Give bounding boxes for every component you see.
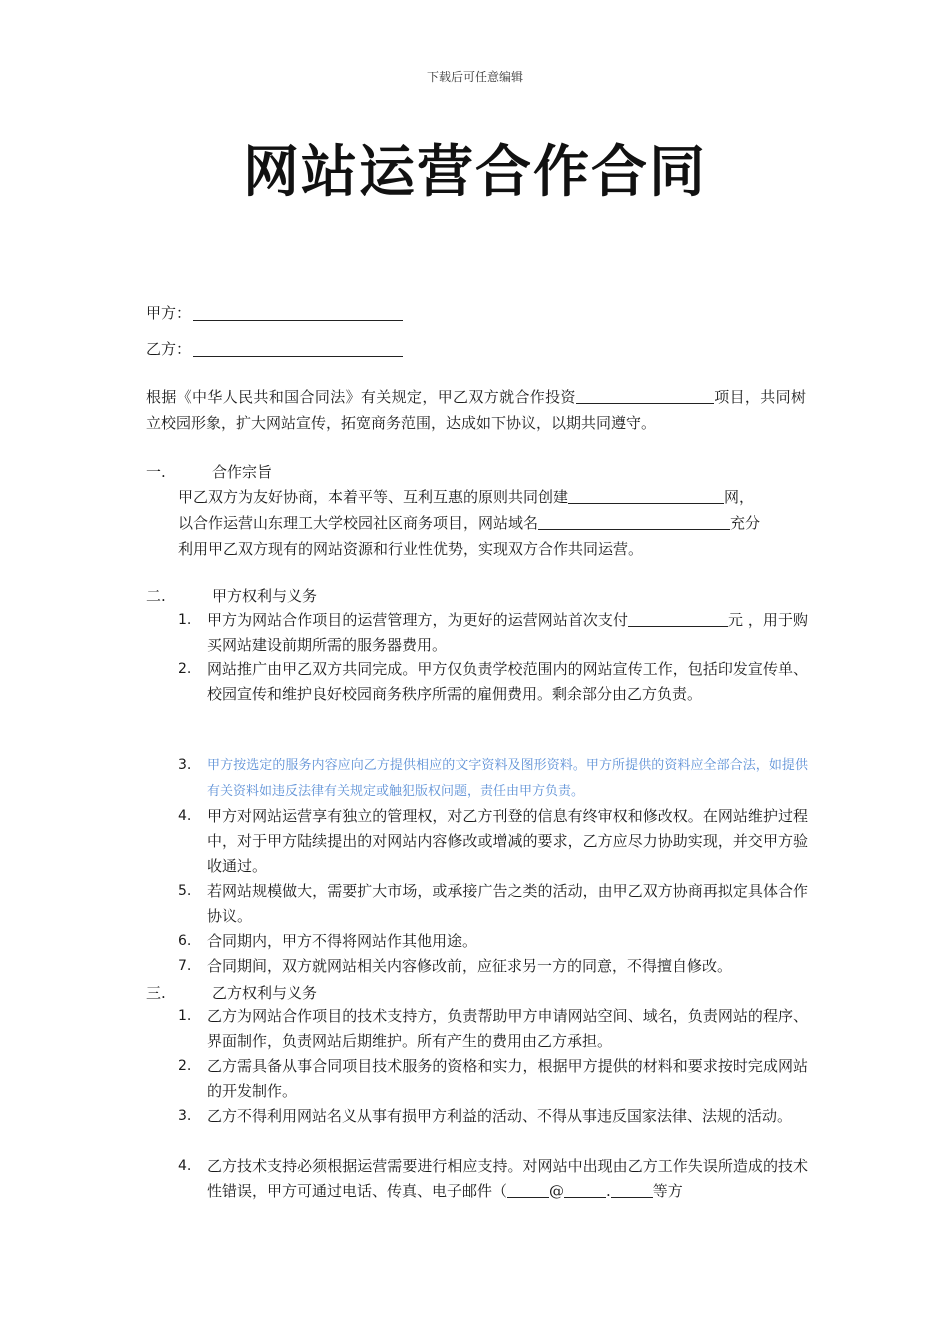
intro-text-1: 根据《中华人民共和国合同法》有关规定，甲乙双方就合作投资	[146, 388, 576, 406]
s2-item-4	[178, 804, 808, 879]
project-blank	[576, 388, 714, 404]
section-2-number: 二.	[146, 587, 166, 605]
s2-item-5-number: 5.	[178, 883, 192, 899]
email-domain-blank	[564, 1182, 606, 1198]
section-1-heading	[146, 461, 272, 482]
s1-text-3: 以合作运营山东理工大学校园社区商务项目，网站域名	[178, 514, 539, 532]
contract-title: 网站运营合作合同	[243, 140, 707, 205]
s2-item-1-text-b: 元 ，用于购买网站建设前期所需的服务器费用。	[207, 611, 808, 654]
s3-item-4	[178, 1154, 808, 1204]
party-b-blank	[193, 340, 403, 357]
s2-item-6-text: 合同期内，甲方不得将网站作其他用途。	[207, 932, 478, 950]
s2-item-5-text: 若网站规模做大，需要扩大市场，或承接广告之类的活动，由甲乙双方协商再拟定具体合作协议。	[207, 882, 808, 925]
s3-item-1-number: 1.	[178, 1008, 192, 1024]
s3-item-4-text	[207, 1154, 808, 1204]
s2-item-3-number: 3.	[178, 757, 192, 773]
s2-item-5	[178, 879, 808, 929]
s2-item-6	[178, 929, 808, 954]
s3-item-4-number: 4.	[178, 1158, 192, 1174]
s3-item-2-number: 2.	[178, 1058, 192, 1074]
email-dot: .	[606, 1182, 611, 1200]
s3-item-3-number: 3.	[178, 1108, 192, 1124]
section-2-title: 甲方权利与义务	[212, 587, 318, 605]
s3-item-3	[178, 1104, 808, 1129]
header-note: 下载后可任意编辑	[426, 70, 523, 84]
s2-item-2	[178, 657, 808, 707]
s3-item-3-text: 乙方不得利用网站名义从事有损甲方利益的活动、不得从事违反国家法律、法规的活动。	[207, 1107, 793, 1125]
s1-text-4: 充分	[730, 514, 761, 532]
intro-text-2: 项目，共同树立校园形象，扩大网站宣传，拓宽商务范围，达成如下协议，以期共同遵守。	[146, 388, 806, 432]
s3-item-2	[178, 1054, 808, 1104]
s3-item-1	[178, 1004, 808, 1054]
s1-text-1: 甲乙双方为友好协商，本着平等、互利互惠的原则共同创建	[178, 488, 569, 506]
s2-item-1-text	[207, 608, 808, 658]
party-a-line	[146, 302, 403, 323]
s3-item-4-text-a: 乙方技术支持必须根据运营需要进行相应支持。对网站中出现由乙方工作失误所造成的技术性错误，甲方可通过电话、传真、电子邮件（	[207, 1157, 808, 1200]
email-user-blank	[507, 1182, 549, 1198]
s3-item-1-text: 乙方为网站合作项目的技术支持方，负责帮助甲方申请网站空间、域名，负责网站的程序、界面制作，负责网站后期维护。所有产生的费用由乙方承担。	[207, 1007, 808, 1050]
s2-item-2-number: 2.	[178, 661, 192, 677]
email-tld-blank	[611, 1182, 653, 1198]
section-3-number: 三.	[146, 984, 166, 1002]
email-at: @	[549, 1182, 565, 1200]
section-3-heading	[146, 982, 317, 1003]
s3-item-2-text: 乙方需具备从事合同项目技术服务的资格和实力，根据甲方提供的材料和要求按时完成网站的开发制作。	[207, 1057, 808, 1100]
s2-item-1	[178, 608, 808, 658]
site-name-blank	[568, 488, 724, 504]
s2-item-3	[178, 753, 808, 805]
s2-item-7-text: 合同期间，双方就网站相关内容修改前，应征求另一方的同意，不得擅自修改。	[207, 957, 733, 975]
s2-item-4-number: 4.	[178, 808, 192, 824]
section-1-paragraph	[178, 484, 808, 562]
s1-text-5: 利用甲乙双方现有的网站资源和行业性优势，实现双方合作共同运营。	[178, 540, 644, 558]
s2-item-4-text: 甲方对网站运营享有独立的管理权，对乙方刊登的信息有终审权和修改权。在网站维护过程中，对于甲方陆续提出的对网站内容修改或增减的要求，乙方应尽力协助实现，并交甲方验收通过。	[207, 807, 808, 875]
s3-item-4-text-b: 等方	[652, 1182, 683, 1200]
section-1-title: 合作宗旨	[212, 463, 273, 481]
party-a-blank	[193, 304, 403, 321]
s1-text-2: 网，	[724, 488, 755, 506]
s2-item-6-number: 6.	[178, 933, 192, 949]
party-b-label: 乙方：	[146, 340, 192, 358]
s2-item-7-number: 7.	[178, 958, 192, 974]
s2-item-1-number: 1.	[178, 612, 192, 628]
domain-blank	[538, 514, 730, 530]
section-1-number: 一.	[146, 463, 166, 481]
intro-paragraph	[146, 384, 806, 436]
s2-item-1-text-a: 甲方为网站合作项目的运营管理方，为更好的运营网站首次支付	[207, 611, 628, 629]
s2-item-7	[178, 954, 808, 979]
section-3-title: 乙方权利与义务	[212, 984, 318, 1002]
party-a-label: 甲方：	[146, 304, 192, 322]
s2-item-3-text: 甲方按选定的服务内容应向乙方提供相应的文字资料及图形资料。甲方所提供的资料应全部合法，如提供有关资料如违反法律有关规定或触犯版权问题，责任由甲方负责。	[207, 758, 808, 799]
payment-blank	[628, 611, 728, 627]
party-b-line	[146, 338, 403, 359]
s2-item-2-text: 网站推广由甲乙双方共同完成。甲方仅负责学校范围内的网站宣传工作，包括印发宣传单、校园宣传和维护良好校园商务秩序所需的雇佣费用。剩余部分由乙方负责。	[207, 660, 808, 703]
section-2-heading	[146, 585, 317, 606]
